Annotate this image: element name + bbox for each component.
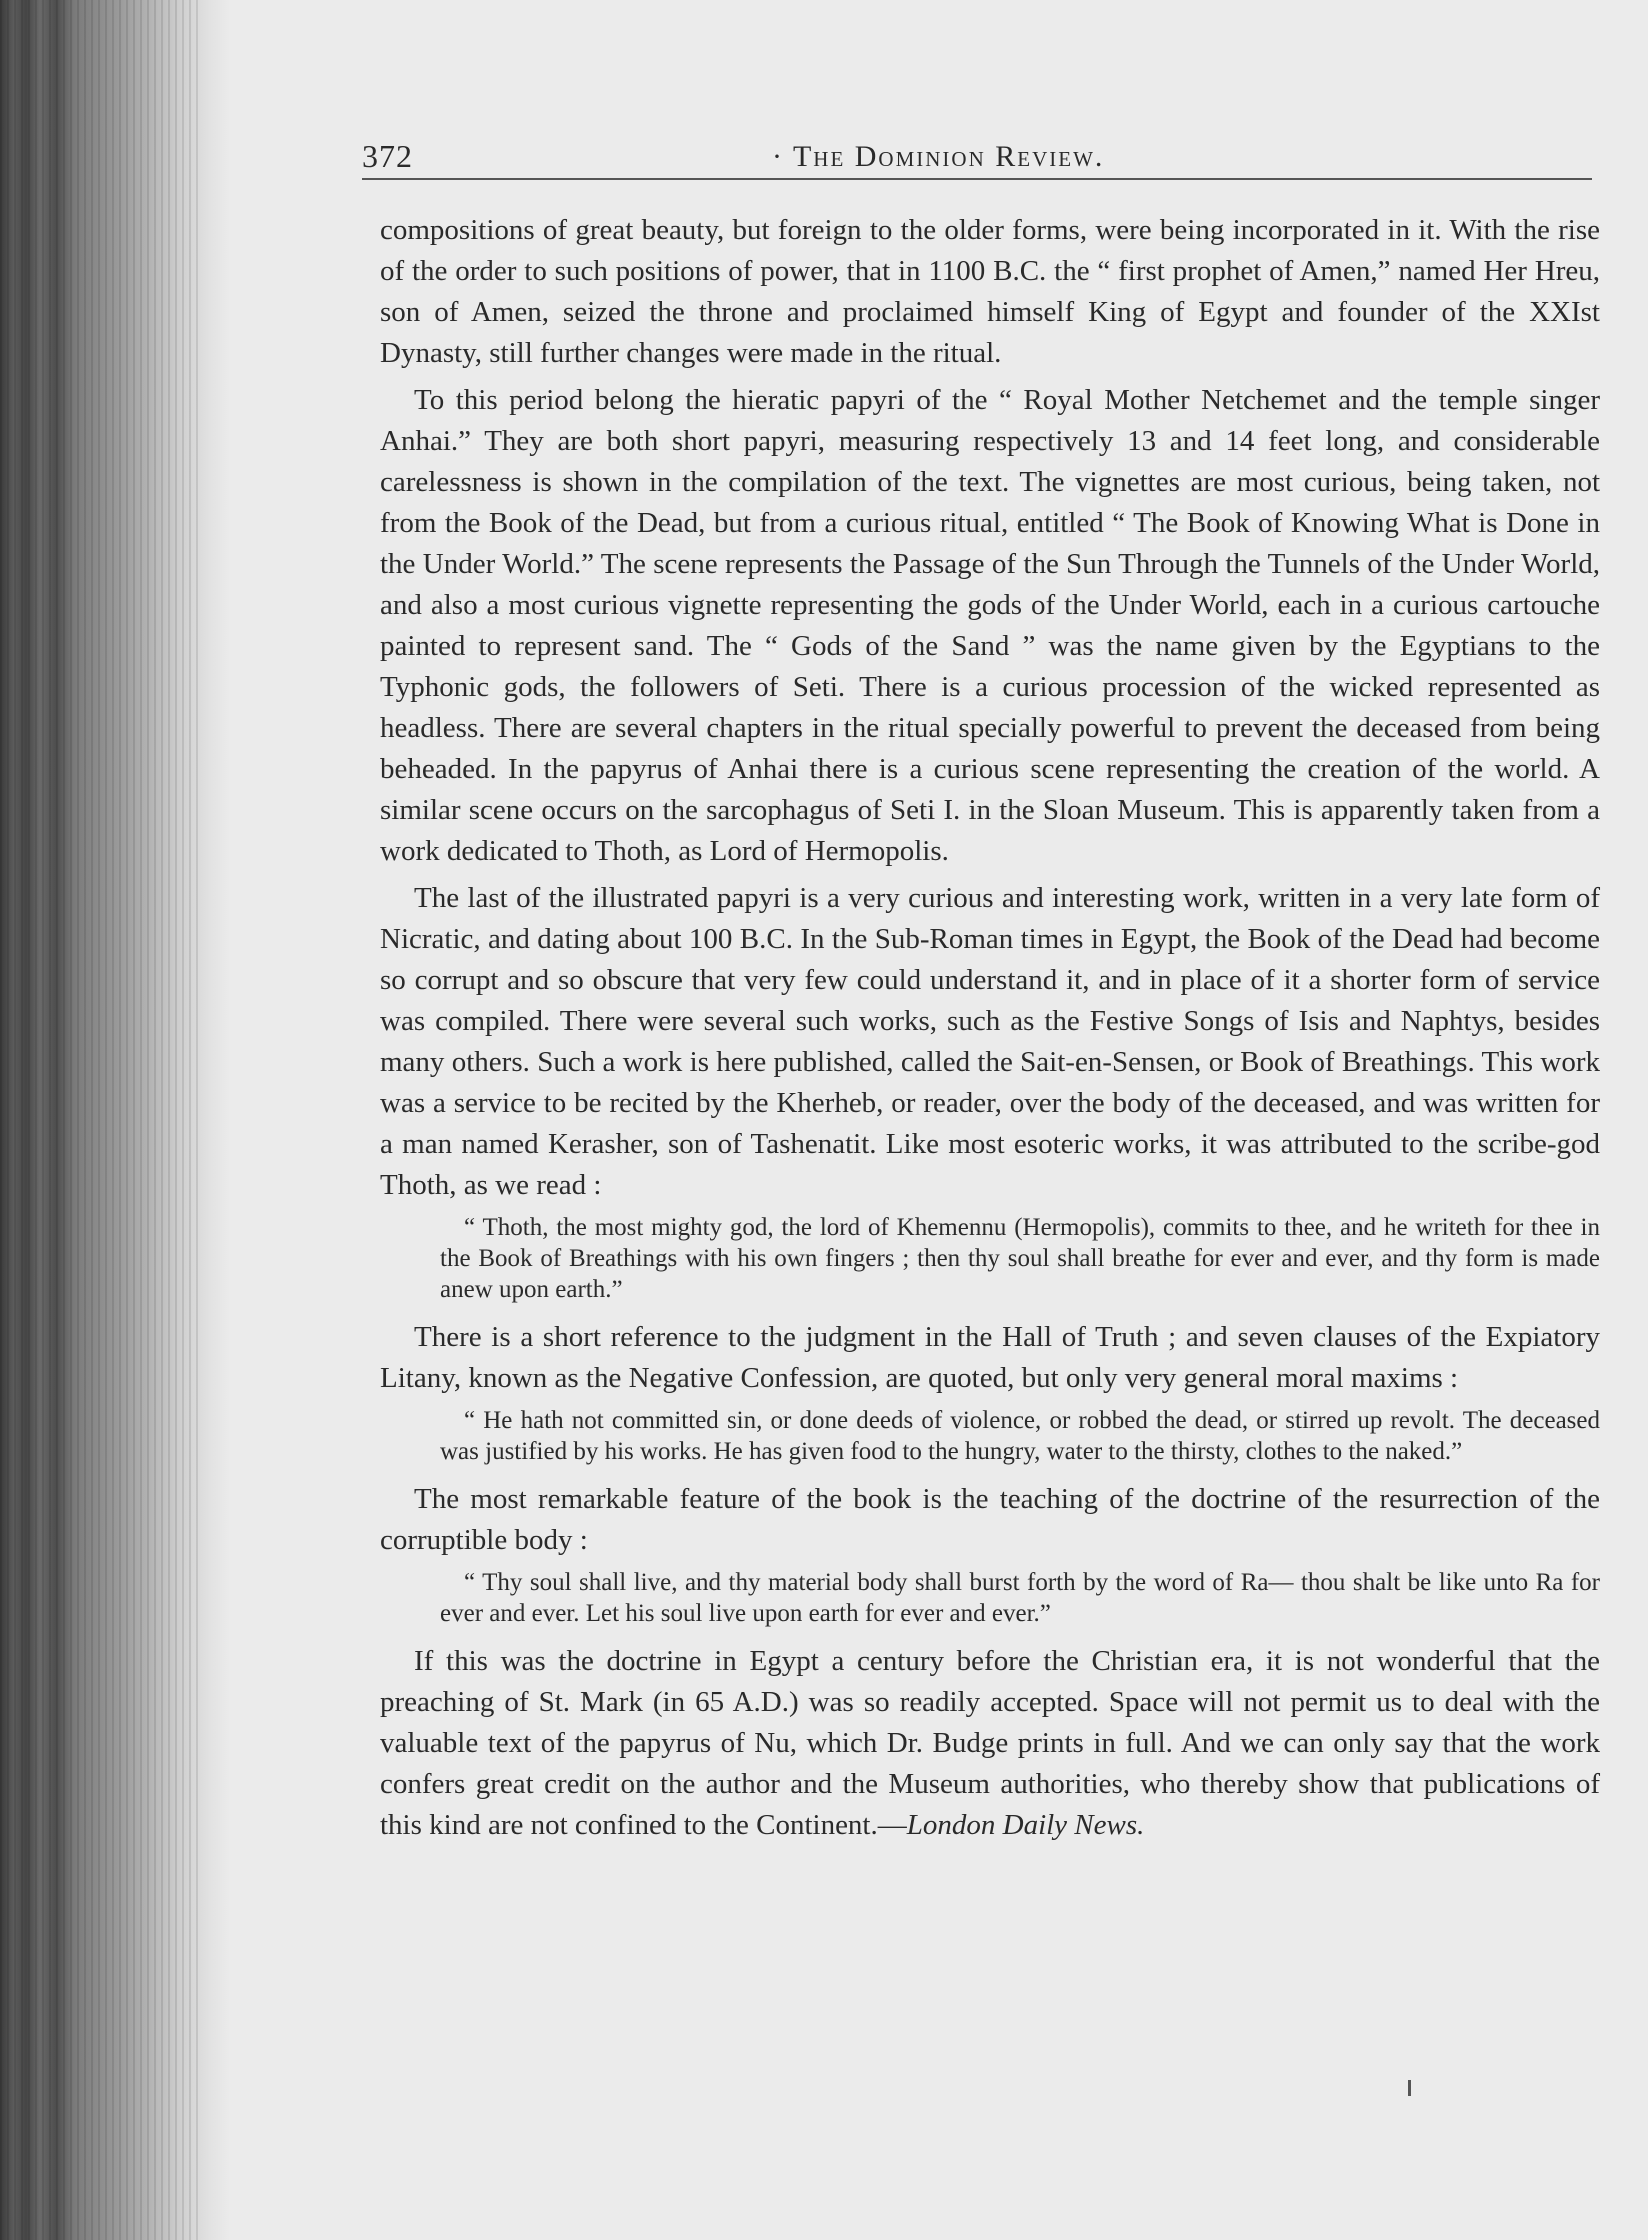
running-title: · The Dominion Review.	[772, 140, 1105, 173]
paragraph-5: The most remarkable feature of the book is the teaching of the doctrine of the resurrection of the corruptible body :	[380, 1483, 1600, 1556]
paragraph-2: To this period belong the hieratic papyri of the “ Royal Mother Netchemet and the temple singer Anhai.” They are both short papyri, measuring respectively 13 and 14 feet long, and considerable carelessness is shown in the compilation of the text. The vignettes are most curious, being taken, not from the Book of the Dead, but from a curious ritual, entitled “ The Book of Knowing What is Done in the Under World.” The scene represents the Passage of the Sun Through the Tunnels of the Under World, and also a most curious vignette representing the gods of the Under World, each in a curious cartouche painted to represent sand. The “ Gods of the Sand ” was the name given by the Egyptians to the Typhonic gods, the followers of Seti. There is a curious procession of the wicked represented as headless. There are several chapters in the ritual specially powerful to prevent the deceased from being beheaded. In the papyrus of Anhai there is a curious scene representing the creation of the world. A similar scene occurs on the sarcophagus of Seti I. in the Sloan Museum. This is apparently taken from a work dedicated to Thoth, as Lord of Hermopolis.	[380, 384, 1600, 867]
paragraph-4: There is a short reference to the judgment in the Hall of Truth ; and seven clauses of the Expiatory Litany, known as the Negative Confession, are quoted, but only very general moral maxims :	[380, 1321, 1600, 1394]
page-number: 372	[362, 138, 413, 174]
paragraph-6-text: If this was the doctrine in Egypt a century before the Christian era, it is not wonderful that the preaching of St. Mark (in 65 A.D.) was so readily accepted. Space will not permit us to deal with the valuable text of the papyrus of Nu, which Dr. Budge prints in full. And we can only say that the work confers great credit on the author and the Museum authorities, who thereby show that publications of this kind are not confined to the Continent.—	[380, 1645, 1600, 1841]
article-body	[380, 210, 1600, 1852]
block-quote-3: “ Thy soul shall live, and thy material body shall burst forth by the word of Ra— thou shalt be like unto Ra for ever and ever. Let his soul live upon earth for ever and ever.”	[440, 1569, 1600, 1627]
paragraph-1: compositions of great beauty, but foreign to the older forms, were being incorporated in it. With the rise of the order to such positions of power, that in 1100 B.C. the “ first prophet of Amen,” named Her Hreu, son of Amen, seized the throne and proclaimed himself King of Egypt and founder of the XXIst Dynasty, still further changes were made in the ritual.	[380, 214, 1600, 369]
paragraph-3: The last of the illustrated papyri is a very curious and interesting work, written in a very late form of Nicratic, and dating about 100 B.C. In the Sub-Roman times in Egypt, the Book of the Dead had become so corrupt and so obscure that very few could understand it, and in place of it a shorter form of service was compiled. There were several such works, such as the Festive Songs of Isis and Naphtys, besides many others. Such a work is here published, called the Sait-en-Sensen, or Book of Breathings. This work was a service to be recited by the Kherheb, or reader, over the body of the deceased, and was written for a man named Kerasher, son of Tashenatit. Like most esoteric works, it was attributed to the scribe-god Thoth, as we read :	[380, 882, 1600, 1201]
source-attribution: London Daily News.	[906, 1809, 1145, 1841]
header-rule	[362, 178, 1592, 180]
paragraph-6	[380, 1641, 1600, 1846]
page-header	[362, 138, 1592, 182]
block-quote-1: “ Thoth, the most mighty god, the lord of Khemennu (Hermopolis), commits to thee, and he writeth for thee in the Book of Breathings with his own fingers ; then thy soul shall breathe for ever and ever, and thy form is made anew upon earth.”	[440, 1214, 1600, 1303]
block-quote-2: “ He hath not committed sin, or done deeds of violence, or robbed the dead, or stirred up revolt. The deceased was justified by his works. He has given food to the hungry, water to the thirsty, clothes to the naked.”	[440, 1407, 1600, 1465]
ink-speck	[1408, 2080, 1411, 2096]
